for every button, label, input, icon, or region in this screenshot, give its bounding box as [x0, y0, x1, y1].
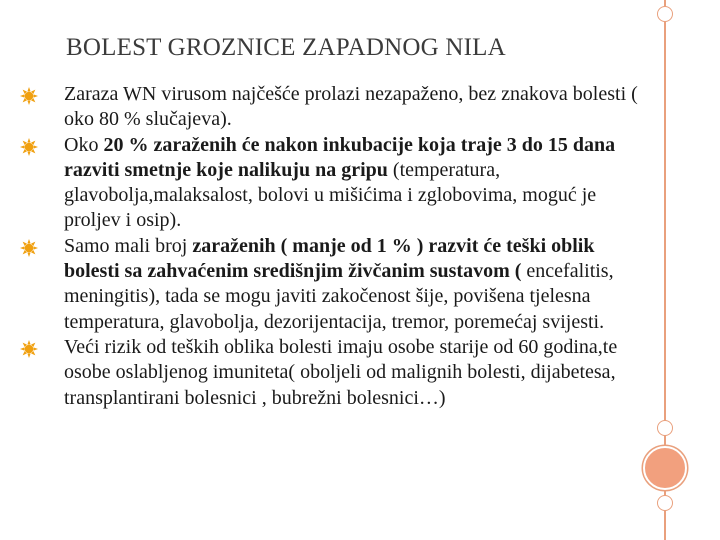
- ornament-circle-small-lower: [657, 495, 673, 511]
- bullet-text: Zaraza WN virusom najčešće prolazi nezapaženo, bez znakova bolesti ( oko 80 % slučajeva).: [64, 83, 638, 131]
- ornament-circle-large: [643, 446, 687, 490]
- bullet-list: [20, 82, 640, 411]
- bullet-item: [20, 82, 640, 133]
- slide-title: BOLEST GROZNICE ZAPADNOG NILA: [66, 34, 506, 61]
- bullet-text-bold: 20 % zaraženih će nakon inkubacije koja traje 3 do 15 dana razviti smetnje koje nalikuju na gripu: [64, 133, 616, 181]
- bullet-text: Samo mali broj: [64, 234, 193, 257]
- bullet-text: Oko: [64, 133, 104, 156]
- bullet-text-bold: zaraženih ( manje od 1 % ) razvit će teški oblik bolesti sa zahvaćenim središnjim živčanim sustavom (: [64, 234, 595, 283]
- ornament-circle-small-upper: [657, 420, 673, 436]
- bullet-text: Veći rizik od teških oblika bolesti imaju osobe starije od 60 godina,te osobe oslabljenog imuniteta( oboljeli od malignih bolesti, dijabetesa, transplantirani bolesnici , bubrežni bolesnici…): [64, 335, 618, 409]
- bullet-item: [20, 234, 640, 335]
- bullet-text: encefalitis, meningitis), tada se mogu javiti zakočenost šije, povišena tjelesna temperatura, glavobolja, dezorijentacija, tremor, poremećaj svijesti.: [64, 260, 614, 333]
- ornament-circle-top: [657, 6, 673, 22]
- sun-bullet-icon: [20, 138, 38, 156]
- bullet-item: [20, 133, 640, 234]
- sun-bullet-icon: [20, 340, 38, 358]
- sun-bullet-icon: [20, 87, 38, 105]
- bullet-text: (temperatura, glavobolja,malaksalost, bolovi u mišićima i zglobovima, moguć je proljev i osip).: [64, 158, 597, 232]
- sun-bullet-icon: [20, 239, 38, 257]
- bullet-item: [20, 335, 640, 411]
